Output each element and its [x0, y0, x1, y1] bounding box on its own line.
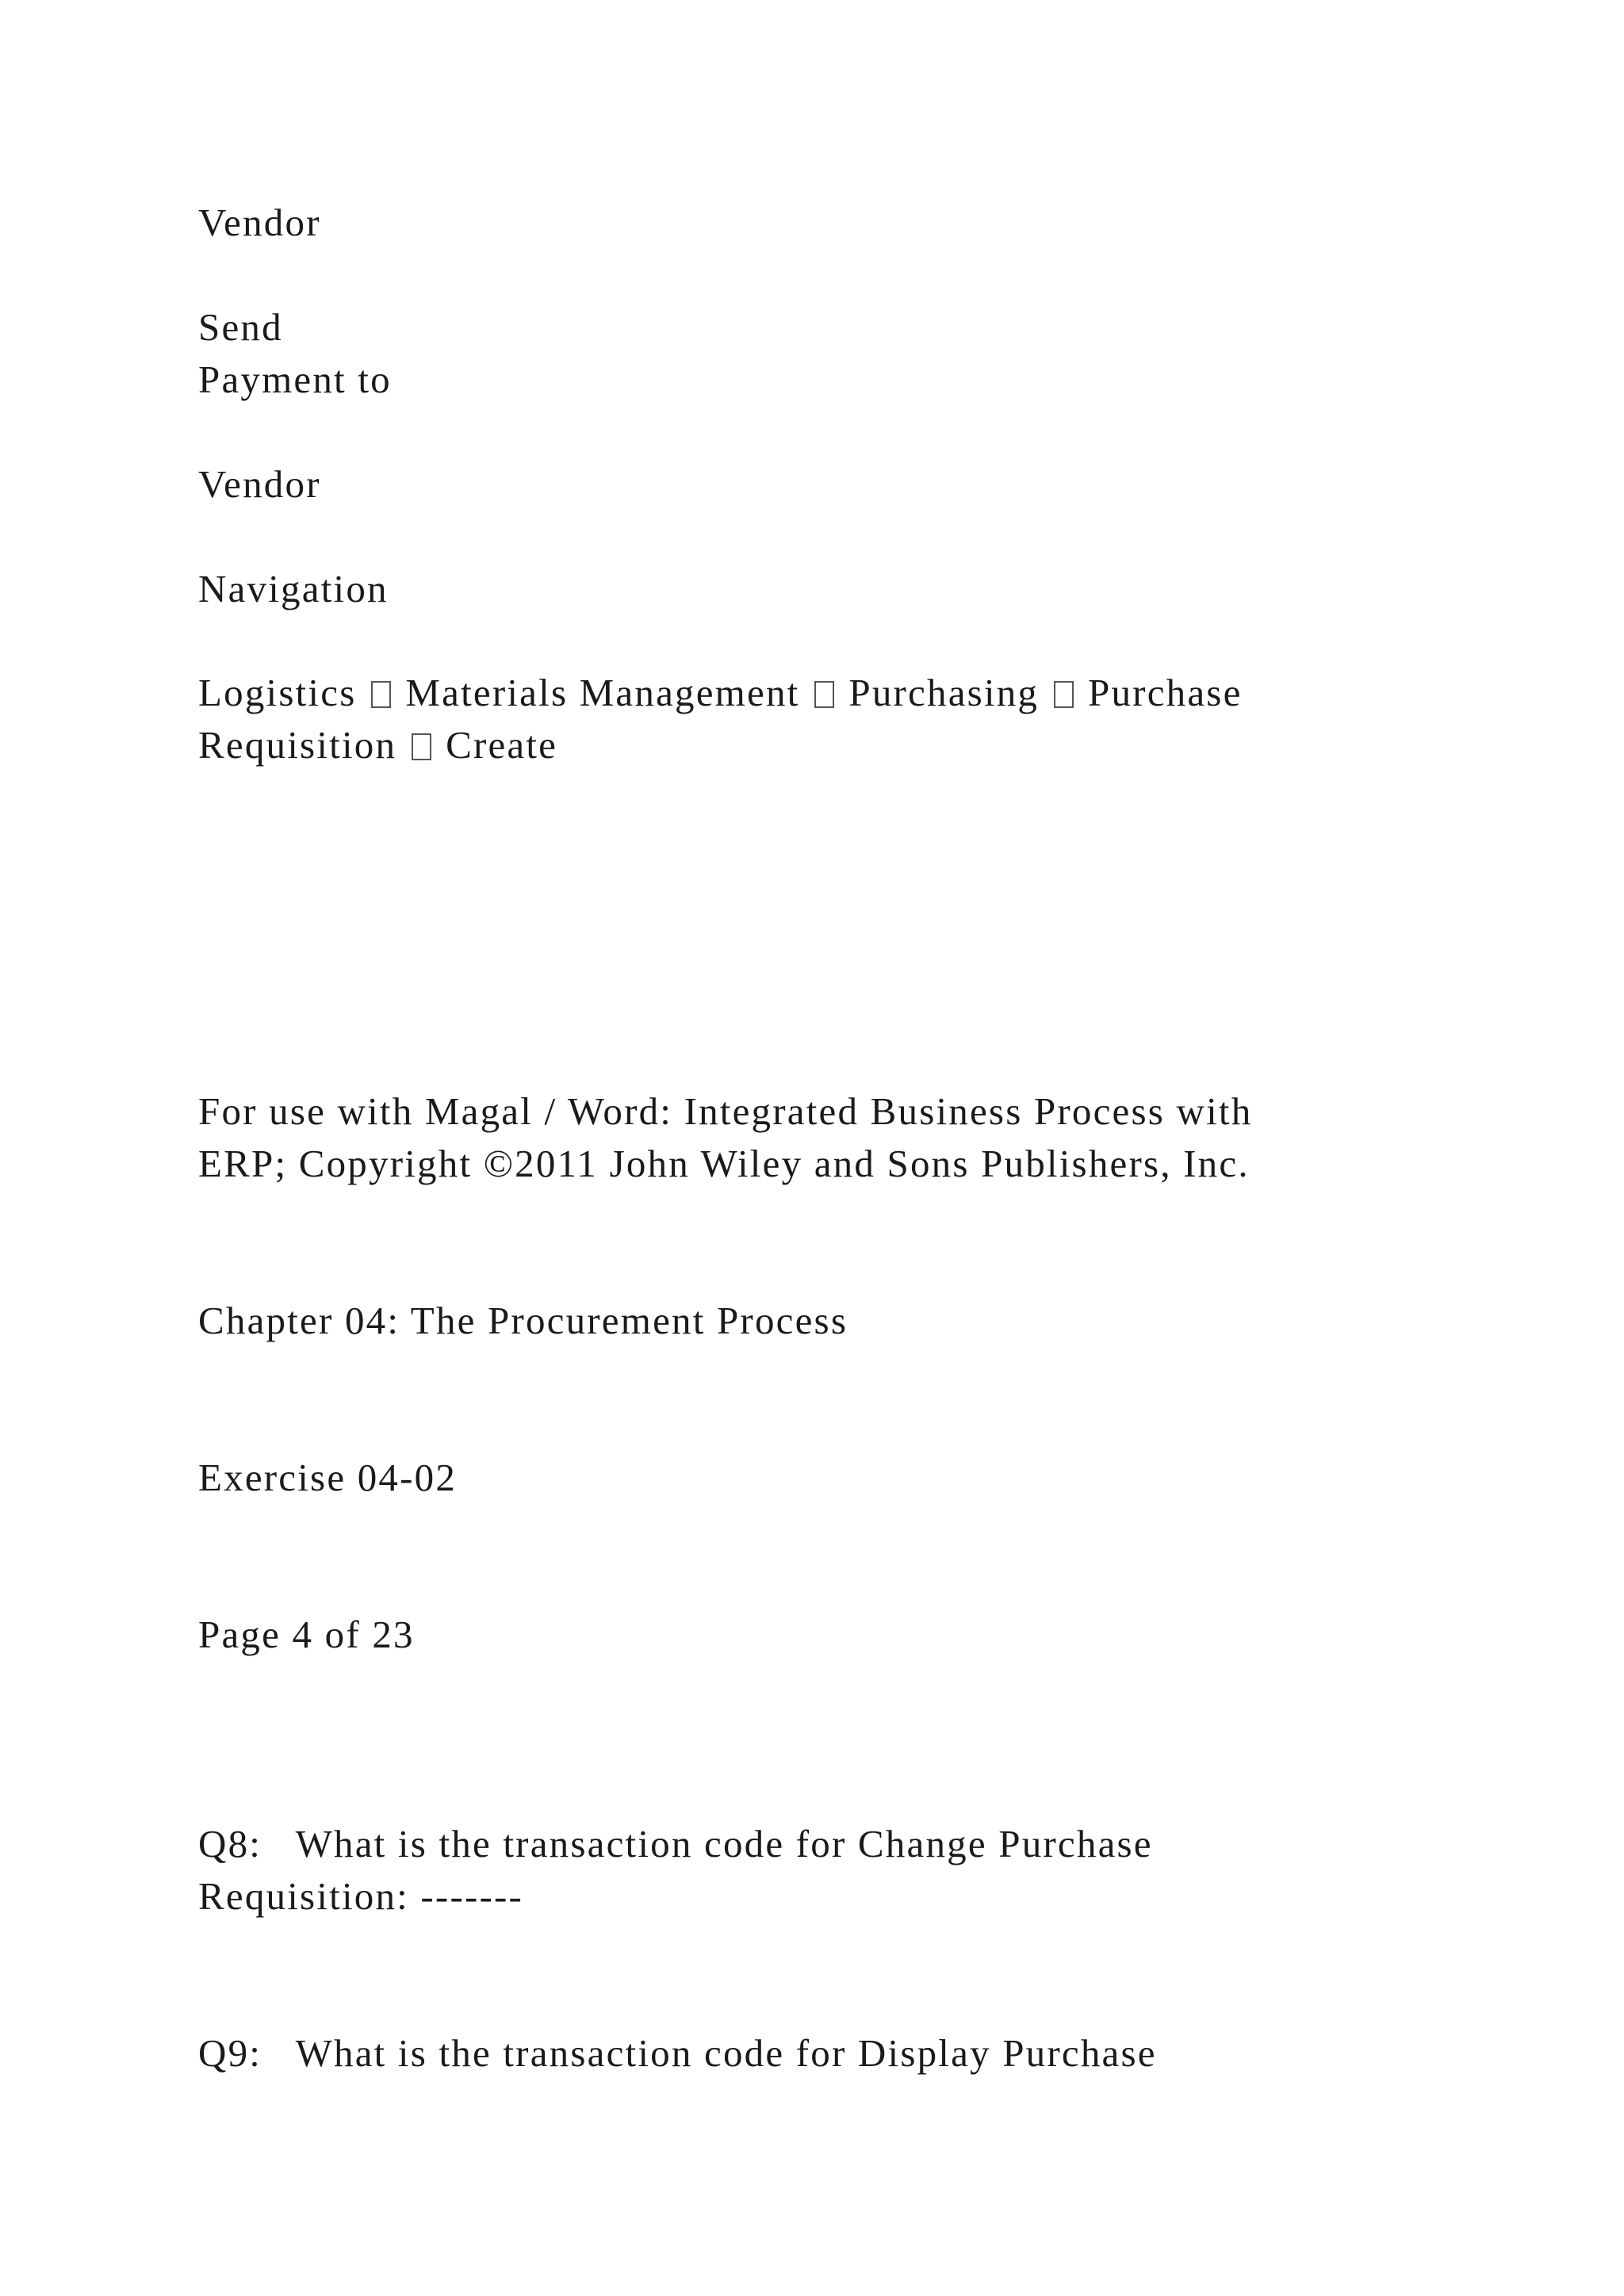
nav-purchasing: Purchasing — [848, 671, 1040, 714]
nav-requisition: Requisition — [198, 723, 397, 767]
flow-vendor-label: Vendor — [198, 201, 321, 244]
page-number: Page 4 of 23 — [198, 1613, 415, 1656]
nav-create: Create — [446, 723, 558, 767]
copyright-line-2: ERP; Copyright ©2011 John Wiley and Sons Publishers, Inc. — [198, 1142, 1250, 1185]
flow-send-payment-line-1: Send — [198, 305, 283, 349]
missing-glyph-arrow-icon — [371, 681, 391, 708]
navigation-path-line-1 — [198, 667, 1243, 719]
nav-logistics: Logistics — [198, 671, 357, 714]
nav-purchase: Purchase — [1088, 671, 1243, 714]
question-q9-line-1: Q9: What is the transaction code for Display Purchase — [198, 2031, 1157, 2075]
missing-glyph-arrow-icon — [814, 681, 834, 708]
chapter-title: Chapter 04: The Procurement Process — [198, 1299, 848, 1342]
flow-send-payment-line-2: Payment to — [198, 358, 392, 401]
exercise-label: Exercise 04-02 — [198, 1456, 458, 1499]
missing-glyph-arrow-icon — [412, 733, 431, 760]
navigation-heading: Navigation — [198, 567, 389, 610]
question-q8-line-2: Requisition: ------- — [198, 1874, 524, 1918]
question-q8-line-1: Q8: What is the transaction code for Change Purchase — [198, 1822, 1153, 1866]
missing-glyph-arrow-icon — [1054, 681, 1074, 708]
flow-vendor-label-2: Vendor — [198, 462, 321, 506]
copyright-line-1: For use with Magal / Word: Integrated Business Process with — [198, 1089, 1253, 1133]
nav-materials-management: Materials Management — [405, 671, 800, 714]
navigation-path-line-2 — [198, 719, 557, 771]
